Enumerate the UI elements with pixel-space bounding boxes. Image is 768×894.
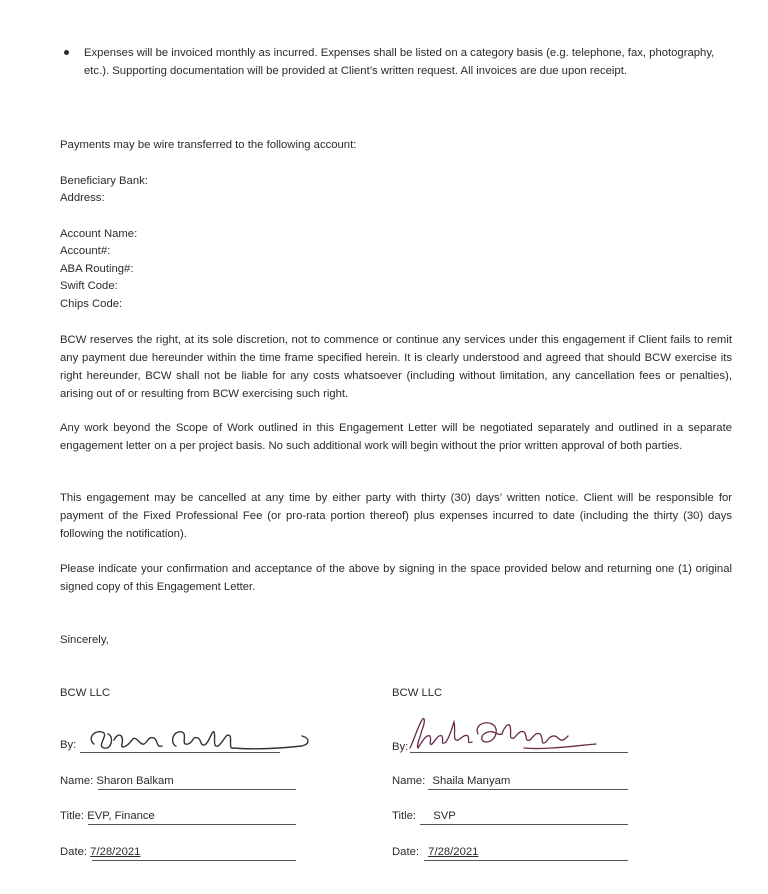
- left-company: BCW LLC: [60, 687, 111, 699]
- right-company: BCW LLC: [392, 687, 443, 699]
- right-date-value: 7/28/2021: [428, 846, 479, 858]
- right-title-row: [392, 807, 456, 825]
- left-title-value: EVP, Finance: [87, 810, 155, 822]
- field-address: Address:: [60, 192, 105, 204]
- right-by-label: By:: [392, 741, 409, 753]
- right-title-label: Title:: [392, 810, 417, 822]
- left-title-line: [88, 824, 296, 825]
- right-name-line: [428, 789, 628, 790]
- right-date-row: [392, 843, 478, 861]
- field-chips-code: Chips Code:: [60, 298, 123, 310]
- left-name-row: [60, 772, 174, 790]
- field-aba-routing: ABA Routing#:: [60, 263, 134, 275]
- left-date-label: Date:: [60, 846, 88, 858]
- field-swift-code: Swift Code:: [60, 280, 118, 292]
- left-signature-image: [84, 722, 314, 758]
- right-name-row: [392, 772, 510, 790]
- left-by-label: By:: [60, 739, 77, 751]
- left-date-line: [92, 860, 296, 861]
- right-name-label: Name:: [392, 775, 426, 787]
- left-name-line: [98, 789, 296, 790]
- right-signature-image: [404, 712, 604, 756]
- right-title-line: [420, 824, 628, 825]
- payment-intro: Payments may be wire transferred to the following account:: [60, 139, 357, 151]
- cancel-paragraph: This engagement may be cancelled at any time by either party with thirty (30) days’ written notice. Client will be responsible for payment of the Fixed Professional Fee (or pro-rata portion thereof) plus expenses incurred to date (including the thirty (30) days following the notification).: [60, 492, 732, 540]
- left-name-label: Name:: [60, 775, 94, 787]
- right-title-value: SVP: [433, 810, 456, 822]
- left-name-value: Sharon Balkam: [96, 775, 174, 787]
- field-beneficiary-bank: Beneficiary Bank:: [60, 175, 148, 187]
- right-name-value: Shaila Manyam: [432, 775, 511, 787]
- field-account-name: Account Name:: [60, 228, 138, 240]
- left-date-value: 7/28/2021: [90, 846, 141, 858]
- left-title-row: [60, 807, 155, 825]
- field-account-number: Account#:: [60, 245, 111, 257]
- expenses-bullet: Expenses will be invoiced monthly as incurred. Expenses shall be listed on a category basis (e.g. telephone, fax, photography, etc.). Supporting documentation will be provided at Client’s written request. All invoices are due upon receipt.: [84, 47, 715, 77]
- scope-paragraph: Any work beyond the Scope of Work outlined in this Engagement Letter will be negotiated separately and outlined in a separate engagement letter on a per project basis. No such additional work will begin without the prior written approval of both parties.: [60, 422, 732, 452]
- right-date-label: Date:: [392, 846, 420, 858]
- reserve-paragraph: BCW reserves the right, at its sole discretion, not to commence or continue any services under this engagement if Client fails to remit any payment due hereunder within the time frame specified herein. It is clearly understood and agreed that should BCW exercise its right hereunder, BCW shall not be liable for any costs whatsoever (including without limitation, any cancellation fees or penalties), arising out of or resulting from BCW exercising such right.: [60, 334, 732, 400]
- right-date-line: [424, 860, 628, 861]
- left-date-row: [60, 843, 140, 861]
- bullet-icon: [64, 50, 69, 55]
- confirm-paragraph: Please indicate your confirmation and acceptance of the above by signing in the space provided below and returning one (1) original signed copy of this Engagement Letter.: [60, 563, 732, 593]
- left-title-label: Title:: [60, 810, 85, 822]
- closing: Sincerely,: [60, 634, 109, 646]
